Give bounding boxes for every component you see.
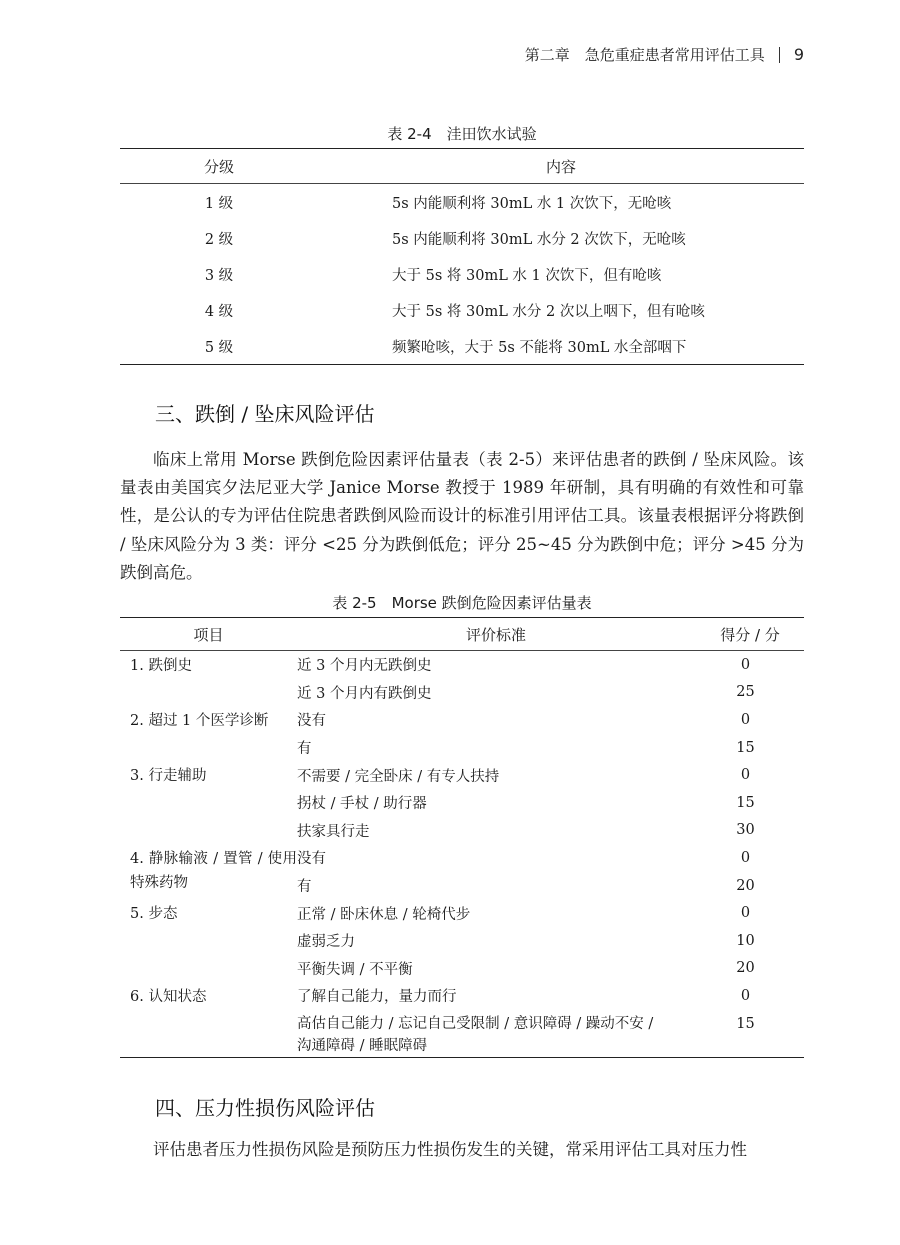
score-cell: 15	[736, 1015, 755, 1032]
grade-cell: 5 级	[204, 339, 234, 356]
item-cell: 2. 超过 1 个医学诊断	[130, 713, 269, 730]
criteria-cell: 有	[297, 879, 312, 896]
column-header: 评价标准	[297, 618, 695, 651]
score-cell: 0	[740, 711, 751, 728]
criteria-cell: 正常 / 卧床休息 / 轮椅代步	[297, 906, 471, 923]
column-header: 项目	[120, 618, 297, 651]
score-cell: 10	[736, 932, 755, 949]
criteria-cell: 虚弱乏力	[297, 934, 355, 951]
page-number: 9	[793, 45, 804, 64]
table-row	[120, 184, 804, 221]
table-2-4	[120, 148, 804, 365]
column-header: 内容	[318, 149, 804, 184]
column-header: 分级	[120, 149, 318, 184]
table-row	[120, 982, 804, 1010]
content-cell: 5s 内能顺利将 30mL 水 1 次饮下，无呛咳	[392, 195, 672, 212]
chapter-title: 第二章 急危重症患者常用评估工具	[524, 46, 765, 64]
table-2-5-caption: 表 2-5 Morse 跌倒危险因素评估量表	[332, 594, 592, 612]
score-cell: 0	[740, 987, 751, 1004]
table-row	[120, 220, 804, 256]
score-cell: 15	[736, 739, 755, 756]
content-cell: 5s 内能顺利将 30mL 水分 2 次饮下，无呛咳	[392, 231, 686, 248]
item-cell: 1. 跌倒史	[130, 658, 192, 674]
table-row	[120, 651, 804, 679]
section-heading-pressure-injury: 四、压力性损伤风险评估	[155, 1096, 375, 1120]
score-cell: 0	[740, 849, 751, 866]
content-cell: 大于 5s 将 30mL 水分 2 次以上咽下，但有呛咳	[392, 303, 705, 320]
item-cell: 6. 认知状态	[130, 989, 207, 1006]
score-cell: 20	[736, 960, 755, 977]
table-row	[120, 844, 804, 872]
criteria-cell: 扶家具行走	[297, 823, 370, 840]
grade-cell: 1 级	[204, 195, 234, 212]
column-header: 得分 / 分	[695, 618, 804, 651]
table-row	[120, 899, 804, 927]
content-cell: 频繁呛咳，大于 5s 不能将 30mL 水全部咽下	[392, 339, 687, 356]
item-cell: 4. 静脉输液 / 置管 / 使用特殊药物	[130, 851, 297, 892]
criteria-cell: 了解自己能力，量力而行	[297, 989, 457, 1006]
score-cell: 15	[736, 794, 755, 811]
criteria-cell: 有	[297, 741, 312, 758]
table-row	[120, 706, 804, 734]
criteria-cell: 平衡失调 / 不平衡	[297, 961, 413, 978]
item-cell: 3. 行走辅助	[130, 768, 207, 785]
criteria-cell: 没有	[297, 713, 326, 730]
item-cell: 5. 步态	[130, 906, 178, 923]
grade-cell: 2 级	[204, 231, 234, 248]
section-heading-fall-risk: 三、跌倒 / 坠床风险评估	[155, 402, 375, 426]
header-divider	[779, 47, 780, 63]
criteria-cell: 高估自己能力 / 忘记自己受限制 / 意识障碍 / 躁动不安 / 沟通障碍 / 睡眠障碍	[297, 1015, 654, 1054]
criteria-cell: 近 3 个月内无跌倒史	[297, 658, 432, 675]
table-row	[120, 761, 804, 789]
grade-cell: 3 级	[204, 267, 234, 284]
table-2-5	[120, 617, 804, 1058]
criteria-cell: 拐杖 / 手杖 / 助行器	[297, 796, 427, 813]
score-cell: 0	[740, 905, 751, 922]
criteria-cell: 不需要 / 完全卧床 / 有专人扶持	[297, 768, 500, 785]
score-cell: 25	[736, 684, 755, 701]
grade-cell: 4 级	[204, 303, 234, 320]
score-cell: 30	[736, 822, 755, 839]
criteria-cell: 近 3 个月内有跌倒史	[297, 685, 432, 702]
paragraph-fall-risk: 临床上常用 Morse 跌倒危险因素评估量表（表 2-5）来评估患者的跌倒 / 坠床风险。该量表由美国宾夕法尼亚大学 Janice Morse 教授于 1989 年研制，具有明确的有效性和可靠性，是公认的专为评估住院患者跌倒风险而设计的标准引用评估工具。该量表根据评分将跌倒 / 坠床风险分为 3 类：评分 <25 分为跌倒低危；评分 25~45 分为跌倒中危；评分 >45 分为跌倒高危。	[120, 450, 804, 582]
running-head	[525, 44, 804, 65]
paragraph-pressure-injury: 评估患者压力性损伤风险是预防压力性损伤发生的关键，常采用评估工具对压力性	[153, 1140, 747, 1159]
table-2-4-caption: 表 2-4 洼田饮水试验	[387, 125, 537, 143]
criteria-cell: 没有	[297, 851, 326, 868]
score-cell: 20	[736, 877, 755, 894]
table-row	[120, 292, 804, 328]
score-cell: 0	[740, 656, 751, 673]
table-row	[120, 256, 804, 292]
score-cell: 0	[740, 767, 751, 784]
table-row	[120, 328, 804, 365]
content-cell: 大于 5s 将 30mL 水 1 次饮下，但有呛咳	[392, 267, 662, 284]
